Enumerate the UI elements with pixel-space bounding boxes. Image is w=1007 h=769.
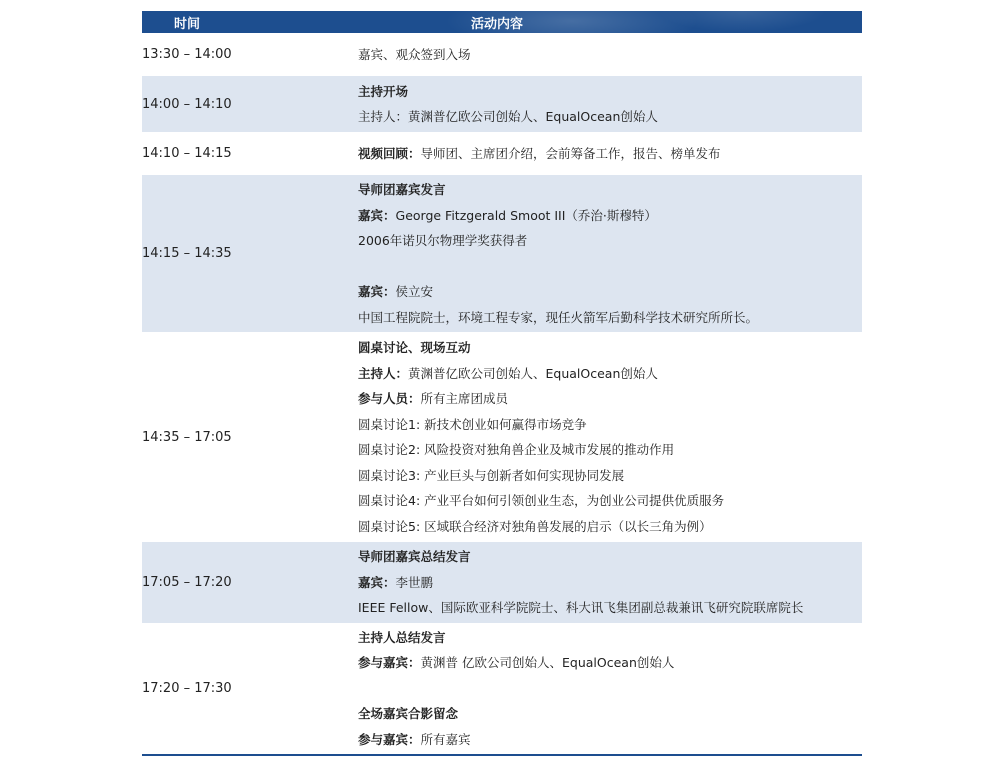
content-line: 嘉宾：李世鹏 (358, 574, 434, 590)
content-line: 主持人：黄渊普亿欧公司创始人、EqualOcean创始人 (358, 365, 658, 381)
table-row (142, 332, 862, 542)
table-row (142, 132, 862, 175)
content-line: 参与嘉宾：所有嘉宾 (358, 731, 471, 747)
content-spacer (358, 676, 862, 702)
content-line: 参与人员：所有主席团成员 (358, 391, 509, 406)
table-row (142, 76, 862, 132)
row-time: 17:20 – 17:30 (142, 681, 232, 696)
row-content (358, 623, 862, 754)
schedule-table (142, 11, 862, 756)
content-line: 圆桌讨论2: 风险投资对独角兽企业及城市发展的推动作用 (358, 442, 675, 457)
content-line: 圆桌讨论4: 产业平台如何引领创业生态，为创业公司提供优质服务 (358, 493, 725, 508)
content-line: 2006年诺贝尔物理学奖获得者 (358, 233, 528, 248)
content-line: 圆桌讨论3: 产业巨头与创新者如何实现协同发展 (358, 467, 625, 483)
row-content (358, 332, 862, 542)
row-content (358, 132, 862, 175)
content-line: 全场嘉宾合影留念 (358, 706, 459, 722)
content-line: 主持人总结发言 (358, 629, 446, 645)
content-line: 中国工程院院士，环境工程专家，现任火箭军后勤科学技术研究所所长。 (358, 309, 759, 325)
content-line: 视频回顾：导师团、主席团介绍，会前筹备工作，报告、榜单发布 (358, 145, 721, 161)
content-spacer (358, 254, 862, 280)
content-line: 主持人：黄渊普亿欧公司创始人、EqualOcean创始人 (358, 109, 658, 124)
content-line: 嘉宾：侯立安 (358, 284, 434, 299)
content-line: 导师团嘉宾总结发言 (358, 549, 471, 565)
content-line: 导师团嘉宾发言 (358, 182, 446, 197)
row-content (358, 542, 862, 623)
content-line: 圆桌讨论、现场互动 (358, 340, 471, 355)
content-line: 参与嘉宾：黄渊普 亿欧公司创始人、EqualOcean创始人 (358, 655, 675, 671)
row-time: 14:15 – 14:35 (142, 246, 232, 261)
table-row (142, 623, 862, 754)
table-row (142, 175, 862, 332)
row-time: 17:05 – 17:20 (142, 575, 232, 590)
row-time: 13:30 – 14:00 (142, 47, 232, 62)
content-line: IEEE Fellow、国际欧亚科学院院士、科大讯飞集团副总裁兼讯飞研究院联席院长 (358, 600, 804, 616)
content-line: 圆桌讨论1: 新技术创业如何赢得市场竞争 (358, 416, 587, 432)
content-line: 嘉宾：George Fitzgerald Smoot III（乔治·斯穆特） (358, 207, 657, 223)
row-time: 14:35 – 17:05 (142, 429, 232, 445)
table-header (142, 11, 862, 33)
table-row (142, 33, 862, 76)
content-line: 主持开场 (358, 83, 409, 99)
table-row (142, 542, 862, 623)
content-line: 圆桌讨论5: 区域联合经济对独角兽发展的启示（以长三角为例） (358, 518, 712, 534)
content-line: 嘉宾、观众签到入场 (358, 46, 471, 62)
row-content (358, 33, 862, 76)
row-time: 14:10 – 14:15 (142, 146, 232, 161)
row-content (358, 175, 862, 332)
row-time: 14:00 – 14:10 (142, 96, 232, 112)
header-time: 时间 (173, 16, 200, 32)
row-content (358, 76, 862, 132)
header-activity: 活动内容 (470, 16, 523, 32)
